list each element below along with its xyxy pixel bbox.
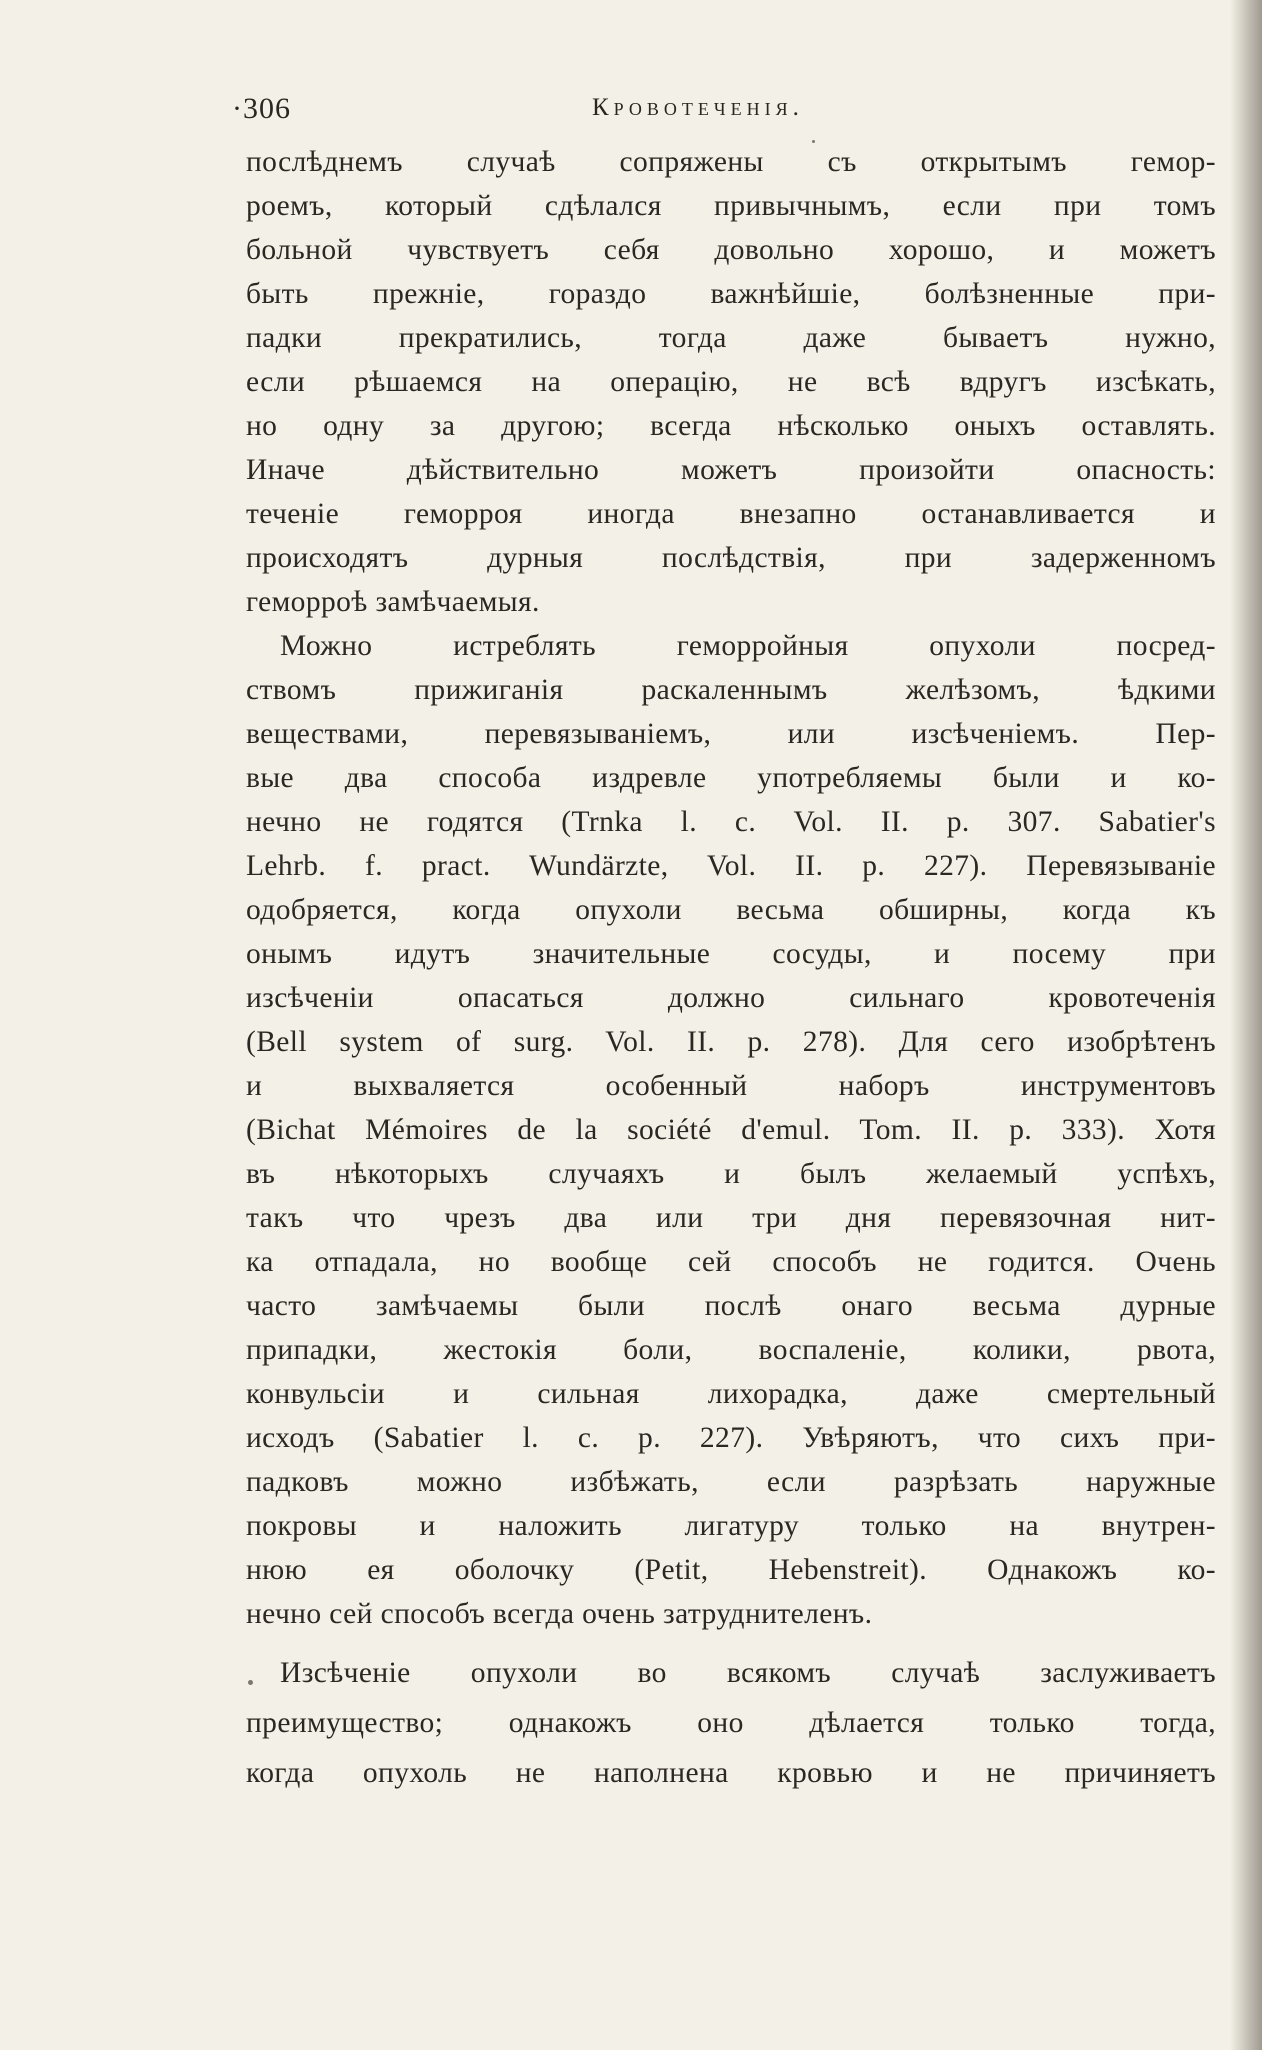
text-line: преимущество; однакожъ оно дѣлается только тогда, [246,1707,1216,1739]
text-line: падки прекратились, тогда даже бываетъ нужно, [246,322,1216,354]
text-line: Lehrb. f. pract. Wundärzte, Vol. II. p. 227). Перевязываніе [246,850,1216,882]
page-number: ·306 [232,92,291,125]
text-line: послѣднемъ случаѣ сопряжены съ открытымъ гемор- [246,146,1216,178]
text-line: конвульсіи и сильная лихорадка, даже смертельный [246,1378,1216,1410]
text-line: Изсѣченіе опухоли во всякомъ случаѣ заслуживаетъ [280,1657,1216,1689]
text-line: Иначе дѣйствительно можетъ произойти опасность: [246,454,1216,486]
paragraph-1 [246,140,1216,624]
text-line: исходъ (Sabatier l. c. p. 227). Увѣряютъ, что сихъ при- [246,1422,1216,1454]
ink-speck [248,1680,253,1685]
text-line: (Bichat Mémoires de la société d'emul. Tom. II. p. 333). Хотя [246,1114,1216,1146]
text-line: нюю ея оболочку (Petit, Hebenstreit). Однакожъ ко- [246,1554,1216,1586]
text-line: веществами, перевязываніемъ, или изсѣченіемъ. Пер- [246,718,1216,750]
page-header [232,92,1068,140]
text-line: изсѣченіи опасаться должно сильнаго кровотеченія [246,982,1216,1014]
text-line: ка отпадала, но вообще сей способъ не годится. Очень [246,1246,1216,1278]
body-text [246,140,1216,1798]
text-line: припадки, жестокія боли, воспаленіе, колики, рвота, [246,1334,1216,1366]
text-line: онымъ идутъ значительные сосуды, и посему при [246,938,1216,970]
text-line: но одну за другою; всегда нѣсколько оныхъ оставлять. [246,410,1216,442]
text-line: если рѣшаемся на операцію, не всѣ вдругъ изсѣкать, [246,366,1216,398]
text-line: часто замѣчаемы были послѣ онаго весьма дурные [246,1290,1216,1322]
text-line: происходятъ дурныя послѣдствія, при задерженномъ [246,542,1216,574]
text-line: такъ что чрезъ два или три дня перевязочная нит- [246,1202,1216,1234]
text-line: падковъ можно избѣжать, если разрѣзать наружные [246,1466,1216,1498]
text-line: вые два способа издревле употребляемы были и ко- [246,762,1216,794]
paragraph-2 [246,624,1216,1636]
paragraph-3 [246,1648,1216,1798]
page-edge [1262,0,1284,2050]
text-line: теченіе геморроя иногда внезапно останавливается и [246,498,1216,530]
text-line: больной чувствуетъ себя довольно хорошо, и можетъ [246,234,1216,266]
text-line: ствомъ прижиганія раскаленнымъ желѣзомъ, ѣдкими [246,674,1216,706]
ink-speck [812,140,815,143]
text-line: роемъ, который сдѣлался привычнымъ, если при томъ [246,190,1216,222]
text-line: быть прежніе, гораздо важнѣйшіе, болѣзненные при- [246,278,1216,310]
text-line: нечно сей способъ всегда очень затруднителенъ. [246,1598,873,1630]
text-line: нечно не годятся (Trnka l. c. Vol. II. p. 307. Sabatier's [246,806,1216,838]
text-line: Можно истреблять геморройныя опухоли посред- [280,630,1216,662]
text-line: когда опухоль не наполнена кровью и не причиняетъ [246,1757,1216,1789]
running-title: Кровотеченія. [592,94,804,121]
text-line: (Bell system of surg. Vol. II. p. 278). Для сего изобрѣтенъ [246,1026,1216,1058]
text-line: геморроѣ замѣчаемыя. [246,586,540,618]
text-line: покровы и наложить лигатуру только на внутрен- [246,1510,1216,1542]
text-line: въ нѣкоторыхъ случаяхъ и былъ желаемый успѣхъ, [246,1158,1216,1190]
text-line: одобряется, когда опухоли весьма обширны, когда къ [246,894,1216,926]
text-line: и выхваляется особенный наборъ инструментовъ [246,1070,1216,1102]
